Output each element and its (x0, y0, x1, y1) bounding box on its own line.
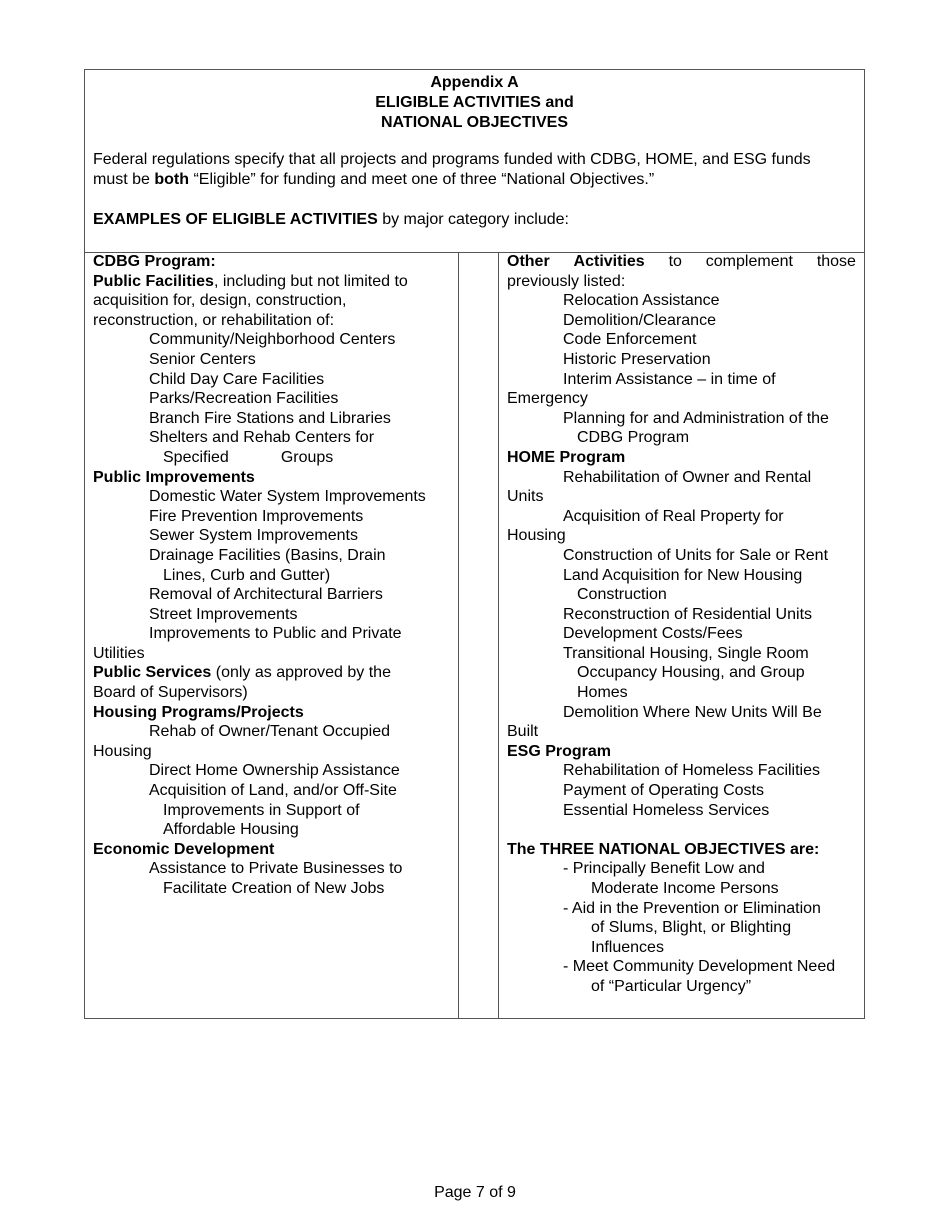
list-item: Shelters and Rehab Centers for (149, 429, 375, 447)
objective-continuation: Moderate Income Persons (591, 880, 779, 897)
list-item-wrap: Emergency (507, 390, 588, 408)
housing-programs-heading: Housing Programs/Projects (93, 703, 304, 721)
list-item: Essential Homeless Services (563, 801, 770, 819)
list-item-wrap: Built (507, 723, 539, 741)
objective-continuation: of Slums, Blight, or Blighting (591, 919, 792, 937)
appendix-header (85, 70, 864, 253)
appendix-subtitle-1: ELIGIBLE ACTIVITIES and (375, 94, 574, 111)
list-item-wrap: Housing (507, 527, 566, 545)
list-item: Development Costs/Fees (563, 625, 743, 643)
list-item-wrap: Utilities (93, 644, 145, 662)
intro-line-1: Federal regulations specify that all projects and programs funded with CDBG, HOME, and ESG funds (93, 151, 811, 168)
intro-paragraph (93, 150, 856, 189)
objective-continuation: of “Particular Urgency” (591, 977, 752, 995)
list-item-continuation: Affordable Housing (163, 821, 299, 839)
list-item: Branch Fire Stations and Libraries (149, 409, 391, 427)
list-item: Fire Prevention Improvements (149, 507, 364, 525)
list-item-continuation: Specified Groups (163, 448, 334, 466)
text-line: acquisition for, design, construction, (93, 292, 347, 310)
list-item: Payment of Operating Costs (563, 782, 764, 800)
public-services-intro: Public Services (only as approved by the (93, 664, 391, 682)
list-item: Community/Neighborhood Centers (149, 331, 396, 349)
list-item-continuation: Homes (577, 684, 628, 702)
list-item: Improvements to Public and Private (149, 625, 402, 643)
spacer (507, 820, 856, 840)
list-item: Rehabilitation of Owner and Rental (563, 468, 812, 486)
list-item: Rehab of Owner/Tenant Occupied (149, 723, 391, 741)
text-line: previously listed: (507, 272, 626, 290)
other-activities-intro: Other Activities to complement those (507, 253, 856, 270)
list-item: Child Day Care Facilities (149, 370, 325, 388)
list-item-wrap: Housing (93, 742, 152, 760)
list-item: Reconstruction of Residential Units (563, 605, 813, 623)
list-item-continuation: Improvements in Support of (163, 801, 360, 819)
left-column (85, 252, 459, 1018)
appendix-title: Appendix A (430, 74, 519, 91)
list-item: Construction of Units for Sale or Rent (563, 546, 829, 564)
right-column (499, 252, 864, 1018)
list-item: Direct Home Ownership Assistance (149, 762, 400, 780)
objective-item: - Meet Community Development Need (563, 958, 836, 976)
page-number: Page 7 of 9 (434, 1184, 516, 1201)
objective-item: - Principally Benefit Low and (563, 860, 765, 878)
list-item: Historic Preservation (563, 350, 711, 368)
list-item: Sewer System Improvements (149, 527, 358, 545)
appendix-box (84, 69, 865, 1019)
list-item-continuation: CDBG Program (577, 429, 690, 447)
home-program-heading: HOME Program (507, 448, 626, 466)
list-item: Removal of Architectural Barriers (149, 586, 383, 604)
examples-heading: EXAMPLES OF ELIGIBLE ACTIVITIES by major category include: (93, 211, 569, 228)
list-item: Domestic Water System Improvements (149, 488, 426, 506)
esg-program-heading: ESG Program (507, 742, 612, 760)
list-item-continuation: Construction (577, 586, 667, 604)
public-facilities-intro: Public Facilities, including but not limited to (93, 272, 408, 290)
appendix-subtitle-2: NATIONAL OBJECTIVES (381, 114, 568, 131)
list-item: Senior Centers (149, 350, 256, 368)
list-item: Acquisition of Land, and/or Off-Site (149, 782, 397, 800)
text-line: reconstruction, or rehabilitation of: (93, 311, 335, 329)
list-item-wrap: Units (507, 488, 544, 506)
list-item: Demolition/Clearance (563, 311, 716, 329)
economic-development-heading: Economic Development (93, 840, 275, 858)
national-objectives-heading: The THREE NATIONAL OBJECTIVES are: (507, 840, 820, 858)
text-line: Board of Supervisors) (93, 684, 248, 702)
objective-item: - Aid in the Prevention or Elimination (563, 899, 821, 917)
list-item: Parks/Recreation Facilities (149, 390, 339, 408)
list-item-continuation: Lines, Curb and Gutter) (163, 566, 331, 584)
list-item-continuation: Occupancy Housing, and Group (577, 664, 805, 682)
objective-continuation: Influences (591, 938, 664, 956)
public-improvements-heading: Public Improvements (93, 468, 255, 486)
cdbg-heading: CDBG Program: (93, 253, 216, 270)
list-item: Rehabilitation of Homeless Facilities (563, 762, 820, 780)
list-item: Demolition Where New Units Will Be (563, 703, 822, 721)
intro-line-2: must be both “Eligible” for funding and meet one of three “National Objectives.” (93, 170, 655, 188)
list-item: Interim Assistance – in time of (563, 370, 776, 388)
list-item-continuation: Facilitate Creation of New Jobs (163, 880, 385, 897)
list-item: Drainage Facilities (Basins, Drain (149, 546, 386, 564)
list-item: Transitional Housing, Single Room (563, 644, 809, 662)
list-item: Land Acquisition for New Housing (563, 566, 803, 584)
list-item: Street Improvements (149, 605, 298, 623)
column-divider (459, 252, 499, 1018)
list-item: Assistance to Private Businesses to (149, 860, 403, 878)
list-item: Acquisition of Real Property for (563, 507, 784, 525)
list-item: Code Enforcement (563, 331, 697, 349)
list-item: Planning for and Administration of the (563, 409, 829, 427)
list-item: Relocation Assistance (563, 292, 720, 310)
